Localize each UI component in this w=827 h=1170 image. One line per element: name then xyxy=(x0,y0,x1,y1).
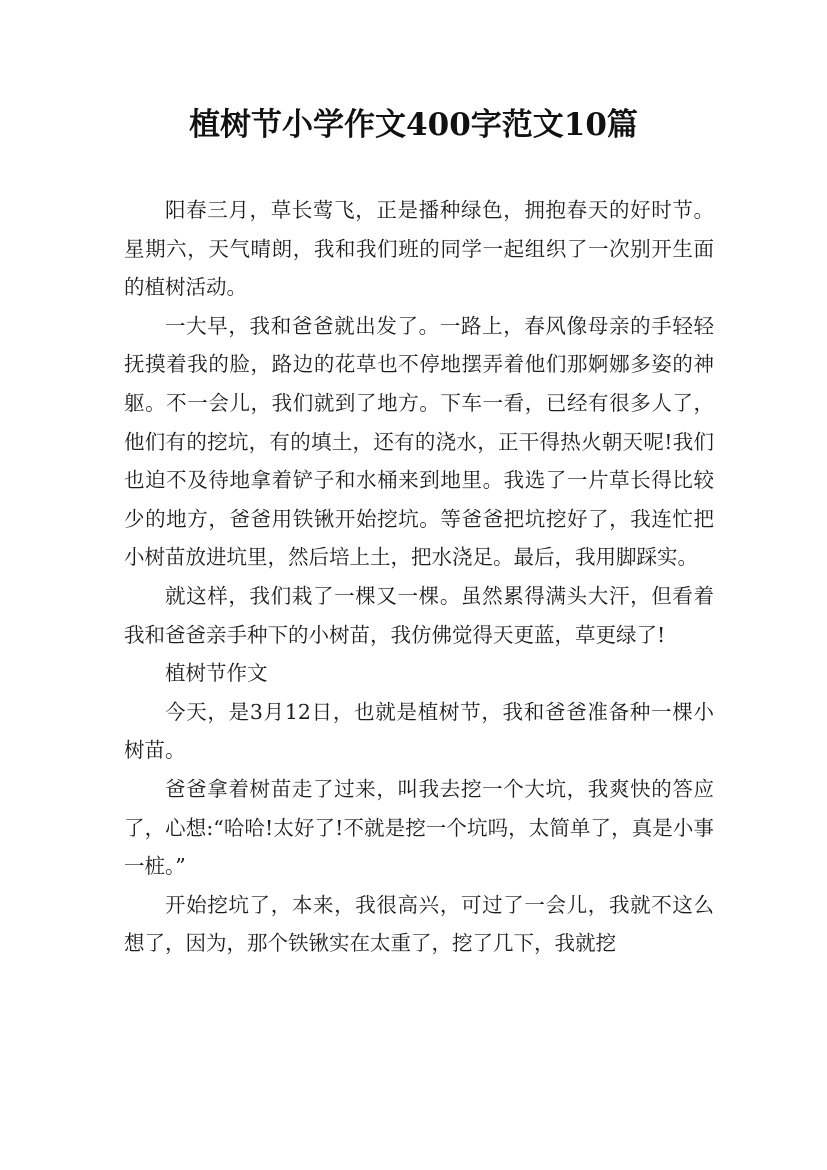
paragraph: 今天，是3月12日，也就是植树节，我和爸爸准备种一棵小树苗。 xyxy=(124,699,714,763)
paragraph: 一大早，我和爸爸就出发了。一路上，春风像母亲的手轻轻抚摸着我的脸，路边的花草也不停地摆弄着他们那婀娜多姿的神躯。不一会儿，我们就到了地方。下车一看，已经有很多人了，他们有的挖坑，有的填土，还有的浇水，正干得热火朝天呢!我们也迫不及待地拿着铲子和水桶来到地里。我选了一片草长得比较少的地方，爸爸用铁锹开始挖坑。等爸爸把坑挖好了，我连忙把小树苗放进坑里，然后培上土，把水浇足。最后，我用脚踩实。 xyxy=(124,313,714,570)
section-heading: 植树节作文 xyxy=(165,661,268,686)
document-body xyxy=(124,191,714,963)
paragraph: 阳春三月，草长莺飞，正是播种绿色，拥抱春天的好时节。星期六，天气晴朗，我和我们班的同学一起组织了一次别开生面的植树活动。 xyxy=(124,198,714,300)
paragraph: 开始挖坑了，本来，我很高兴，可过了一会儿，我就不这么想了，因为，那个铁锹实在太重了，挖了几下，我就挖 xyxy=(124,892,714,956)
paragraph: 就这样，我们栽了一棵又一棵。虽然累得满头大汗，但看着我和爸爸亲手种下的小树苗，我仿佛觉得天更蓝，草更绿了! xyxy=(124,583,714,647)
paragraph: 爸爸拿着树苗走了过来，叫我去挖一个大坑，我爽快的答应了，心想:“哈哈!太好了!不就是挖一个坑吗，太简单了，真是小事一桩。” xyxy=(124,776,714,879)
document-title: 植树节小学作文400字范文10篇 xyxy=(189,107,638,143)
